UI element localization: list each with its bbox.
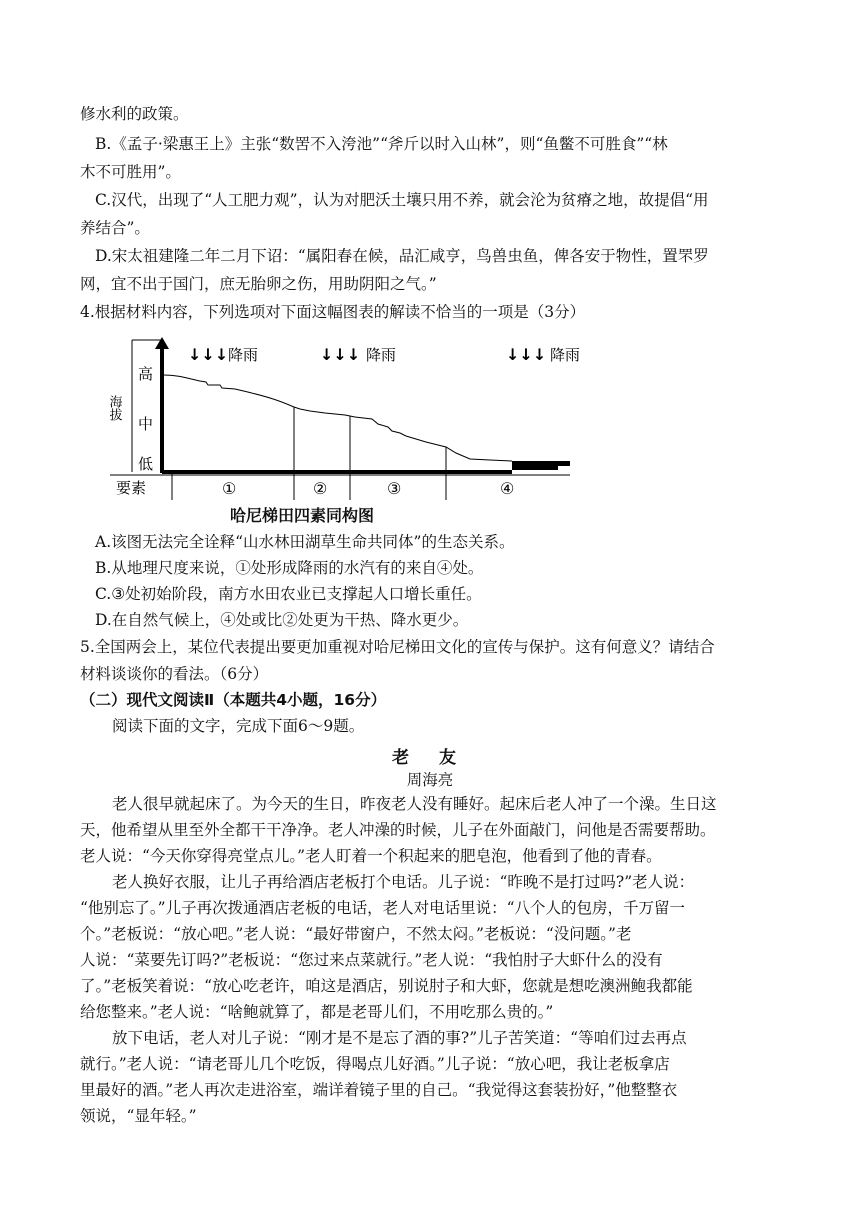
story-para3-line4: 领说，“显年轻。”: [80, 1107, 197, 1125]
story-para1-line2: 天，他希望从里至外全都干干净净。老人冲澡的时候，儿子在外面敲门，问他是否需要帮助。: [80, 821, 716, 839]
rain-label-2: 降雨: [366, 346, 397, 364]
rain-arrows-3: ↓↓↓: [506, 345, 547, 364]
y-low-label: 低: [138, 455, 154, 473]
story-para2-line2: “他别忘了。”儿子再次拨通酒店老板的电话，老人对电话里说：“八个人的包房，千万留一: [80, 899, 686, 917]
figure-caption: 哈尼梯田四素同构图: [230, 506, 375, 525]
story-para3-line1: 放下电话，老人对儿子说：“刚才是不是忘了酒的事?”儿子苦笑道：“等咱们过去再点: [112, 1029, 687, 1047]
rain-label-1: 降雨: [228, 346, 259, 364]
q3-option-b-line2: 木不可胜用”。: [80, 163, 181, 181]
rain-arrows-1: ↓↓↓: [188, 345, 229, 364]
x-axis-title: 要素: [116, 479, 147, 497]
zone-2-label: ②: [313, 479, 328, 498]
story-para2-line6: 给您整来。”老人说：“啥鲍就算了，都是老哥儿们，不用吃那么贵的。”: [80, 1003, 554, 1021]
story-para2-line3: 个。”老板说：“放心吧。”老人说：“最好带窗户，不然太闷。”老板说：“没问题。”老: [80, 925, 632, 943]
story-para3-line2: 就行。”老人说：“请老哥儿几个吃饭，得喝点儿好酒。”儿子说：“放心吧，我让老板拿店: [80, 1055, 670, 1073]
zone-3-label: ③: [387, 479, 402, 498]
q3-continuation: 修水利的政策。: [80, 105, 189, 123]
zone-1-label: ①: [222, 479, 237, 498]
section2-heading: （二）现代文阅读Ⅱ（本题共4小题，16分）: [80, 691, 387, 709]
story-para1-line1: 老人很早就起床了。为今天的生日，昨夜老人没有睡好。起床后老人冲了一个澡。生日这: [112, 795, 717, 813]
q4-option-b: B.从地理尺度来说，①处形成降雨的水汽有的来自④处。: [95, 559, 484, 577]
y-mid-label: 中: [138, 415, 154, 433]
story-para3-line3: 里最好的酒。”老人再次走进浴室，端详着镜子里的自己。“我觉得这套装扮好，”他整整衣: [80, 1081, 678, 1099]
q5-line1: 5.全国两会上，某位代表提出要更加重视对哈尼梯田文化的宣传与保护。这有何意义？请结合: [80, 638, 715, 656]
y-axis-title: 海拔: [106, 395, 122, 421]
lowland-block: [512, 461, 558, 470]
y-axis-arrow: [155, 337, 169, 349]
q4-option-d: D.在自然气候上，④处或比②处更为干热、降水更少。: [95, 611, 469, 629]
story-title: 老 友: [392, 748, 468, 768]
lowland-block-tip: [558, 461, 570, 466]
terrain-profile: [164, 375, 512, 461]
q3-option-d-line1: D.宋太祖建隆二年二月下诏：“属阳春在候，品汇咸亨，鸟兽虫鱼，俾各安于物性，置罘罗: [95, 247, 709, 265]
section2-instruction: 阅读下面的文字，完成下面6～9题。: [112, 717, 365, 735]
q4-option-a: A.该图无法完全诠释“山水林田湖草生命共同体”的生态关系。: [95, 533, 515, 551]
q4-option-c: C.③处初始阶段，南方水田农业已支撑起人口增长重任。: [95, 585, 482, 603]
rain-label-3: 降雨: [550, 346, 581, 364]
y-high-label: 高: [138, 365, 154, 383]
story-para2-line5: 了。”老板笑着说：“放心吃老许，咱这是酒店，别说肘子和大虾，您就是想吃澳洲鲍我都能: [80, 977, 693, 995]
q5-line2: 材料谈谈你的看法。（6分）: [80, 665, 269, 683]
story-para2-line1: 老人换好衣服，让儿子再给酒店老板打个电话。儿子说：“昨晚不是打过吗?”老人说：: [112, 873, 695, 891]
zone-4-label: ④: [500, 479, 515, 498]
rain-arrows-2: ↓↓↓: [320, 345, 361, 364]
q3-option-b-line1: B.《孟子·梁惠王上》主张“数罟不入洿池”“斧斤以时入山林”，则“鱼鳖不可胜食”“林: [95, 135, 668, 153]
q3-option-c-line2: 养结合”。: [80, 219, 150, 237]
story-para2-line4: 人说：“菜要先订吗?”老板说：“您过来点菜就行。”老人说：“我怕肘子大虾什么的没有: [80, 951, 663, 969]
hani-terrace-diagram: [106, 335, 590, 525]
story-para1-line3: 老人说：“今天你穿得亮堂点儿。”老人盯着一个积起来的肥皂泡，他看到了他的青春。: [80, 847, 662, 865]
q4-stem: 4.根据材料内容，下列选项对下面这幅图表的解读不恰当的一项是（3分）: [80, 303, 586, 321]
story-author: 周海亮: [406, 771, 454, 789]
q3-option-c-line1: C.汉代，出现了“人工肥力观”，认为对肥沃土壤只用不养，就会沦为贫瘠之地，故提倡“用: [95, 191, 709, 209]
q3-option-d-line2: 网，宜不出于国门，庶无胎卵之伤，用助阴阳之气。”: [80, 275, 437, 293]
